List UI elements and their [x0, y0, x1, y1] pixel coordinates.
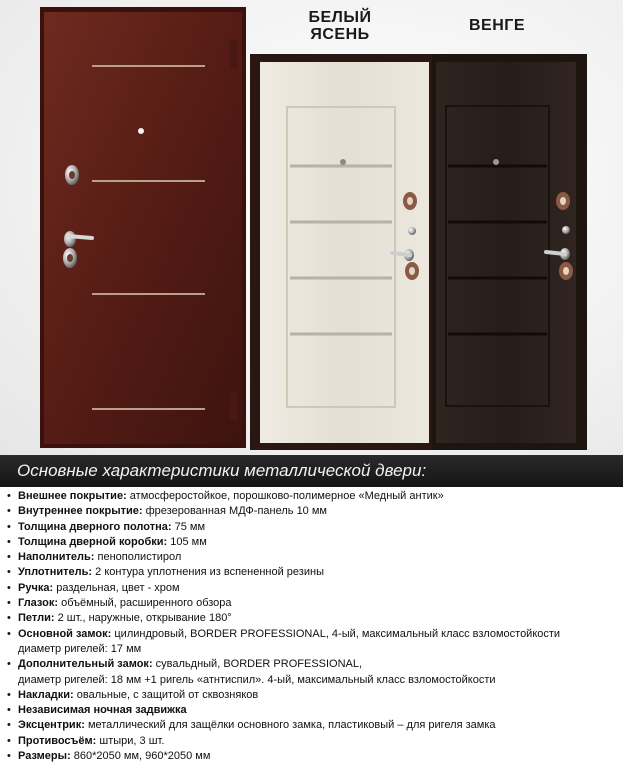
door-exterior-copper — [40, 7, 246, 448]
spec-value: сувальдный, BORDER PROFESSIONAL, — [155, 658, 363, 671]
specs-banner — [0, 455, 623, 487]
door-interior-white-ash — [250, 54, 437, 450]
spec-item — [6, 688, 618, 703]
spec-item — [6, 489, 618, 504]
spec-value: 2 шт., наружные, открывание 180° — [57, 612, 232, 625]
spec-key: Толщина дверной коробки: — [18, 535, 168, 548]
spec-value: 860*2050 мм, 960*2050 мм — [73, 750, 211, 763]
spec-key: Толщина дверного полотна: — [18, 520, 172, 533]
variant-label-white-ash — [300, 9, 380, 43]
spec-value-continued: диаметр ригелей: 17 мм — [18, 642, 142, 655]
spec-key: Независимая ночная задвижка — [18, 704, 187, 717]
spec-value: металлический для защёлки основного замка, пластиковый – для ригеля замка — [87, 719, 496, 732]
spec-item — [6, 627, 618, 658]
spec-key: Петли: — [18, 612, 55, 625]
spec-value: 75 мм — [174, 520, 206, 533]
spec-item — [6, 703, 618, 718]
spec-item — [6, 504, 618, 519]
spec-item — [6, 734, 618, 749]
spec-key: Глазок: — [18, 597, 59, 610]
spec-item — [6, 718, 618, 733]
spec-value: 105 мм — [170, 535, 207, 548]
spec-value: овальные, с защитой от сквозняков — [76, 688, 259, 701]
spec-value: 2 контура уплотнения из вспененной резины — [95, 566, 324, 579]
spec-value: фрезерованная МДФ-панель 10 мм — [145, 505, 327, 518]
banner-title: Основные характеристики металлической двери: — [17, 461, 427, 480]
spec-value-continued: диаметр ригелей: 18 мм +1 ригель «атнтиспил». 4-ый, максимальный класс взломостойкости — [18, 673, 496, 686]
spec-value: атмосферостойкое, порошково-полимерное «Медный антик» — [129, 490, 444, 502]
spec-value: пенополистирол — [97, 551, 182, 564]
variant-label-wenge: ВЕНГЕ — [468, 17, 526, 34]
spec-item — [6, 657, 618, 688]
door-interior-wenge — [432, 54, 587, 450]
spec-item — [6, 550, 618, 565]
spec-key: Дополнительный замок: — [18, 658, 153, 671]
spec-value: штыри, 3 шт. — [99, 734, 165, 747]
spec-item — [6, 565, 618, 580]
spec-key: Наполнитель: — [18, 551, 95, 564]
spec-item — [6, 611, 618, 626]
spec-key: Ручка: — [18, 581, 54, 594]
spec-key: Противосъём: — [18, 734, 97, 747]
spec-item — [6, 535, 618, 550]
spec-key: Размеры: — [18, 750, 71, 763]
spec-key: Накладки: — [18, 688, 74, 701]
spec-item — [6, 749, 618, 764]
spec-key: Внешнее покрытие: — [18, 490, 127, 502]
variant-label-white-ash-line1: БЕЛЫЙ — [308, 9, 372, 26]
spec-key: Внутреннее покрытие: — [18, 505, 143, 518]
spec-key: Эксцентрик: — [18, 719, 85, 732]
spec-item — [6, 581, 618, 596]
specs-list — [6, 489, 618, 764]
spec-key: Уплотнитель: — [18, 566, 93, 579]
spec-value: цилиндровый, BORDER PROFESSIONAL, 4-ый, максимальный класс взломостойкости — [114, 627, 561, 640]
spec-key: Основной замок: — [18, 627, 112, 640]
spec-item — [6, 596, 618, 611]
variant-label-white-ash-line2: ЯСЕНЬ — [310, 26, 370, 43]
spec-item — [6, 520, 618, 535]
spec-value: раздельная, цвет - хром — [56, 581, 180, 594]
spec-value: объёмный, расширенного обзора — [61, 597, 232, 610]
